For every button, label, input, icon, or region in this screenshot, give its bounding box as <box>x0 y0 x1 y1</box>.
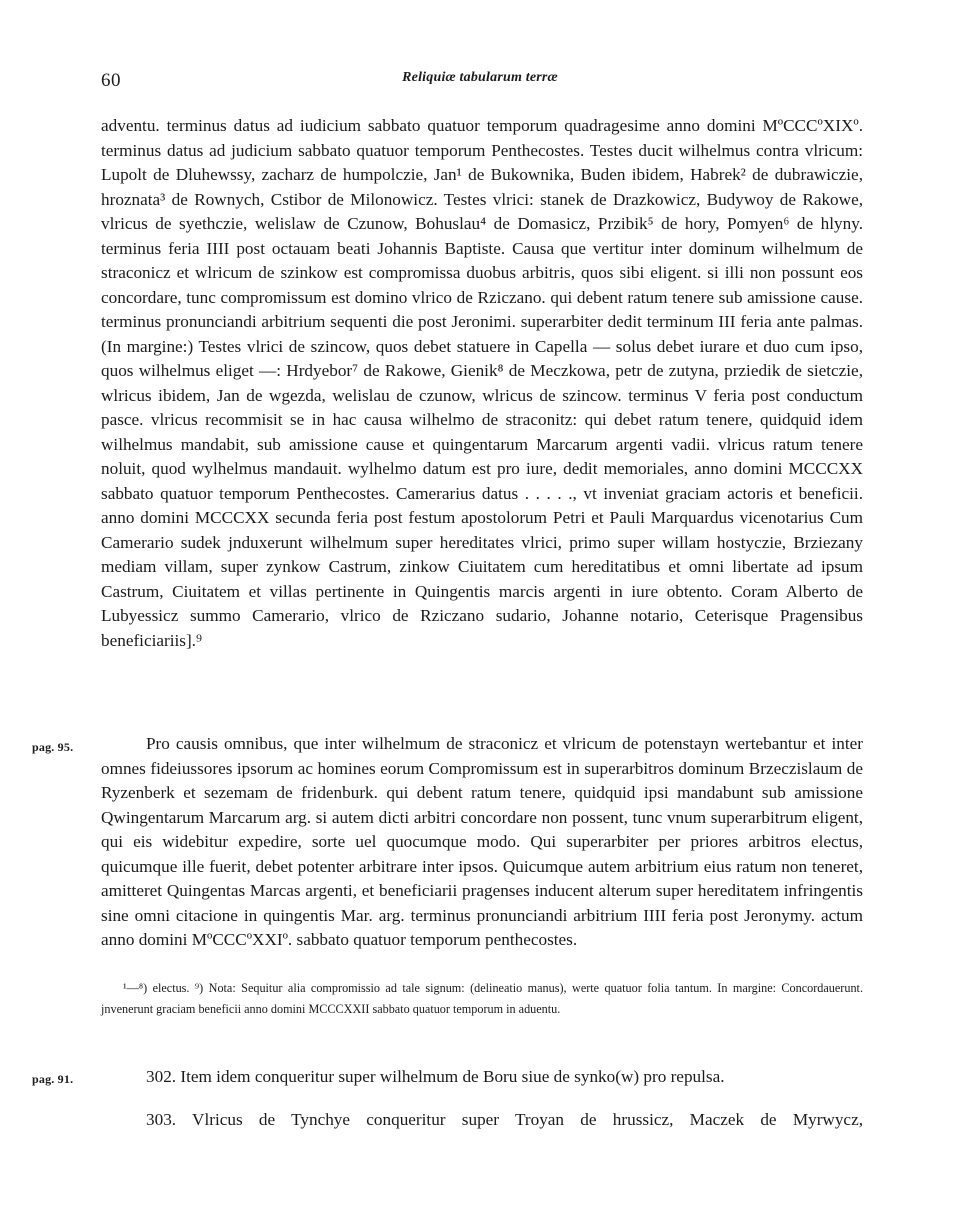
page-number: 60 <box>101 70 121 91</box>
margin-note-page-95: pag. 95. <box>32 740 74 754</box>
paragraph-2: Pro causis omnibus, que inter wilhelmum de straconicz et vlricum de potenstayn wertebantur et inter omnes fideiussores ipsorum ac homines eorum Compromissum est in superarbitros dominum Brzeczislaum de Ryzenberk et sezemam de fridenburk. qui debent ratum tenere, quidquid ipsi mandabunt sub amissione Qwingentarum Marcarum arg. si autem dicti arbitri concordare non possent, tunc vnum superarbitrum eligent, qui eis widebitur expedire, sorte uel quocumque modo. Qui superarbiter per priores arbitros electus, quicumque ille fuerit, debet potenter arbitrare inter ipsos. Quicumque autem arbitrium eius ratum non teneret, amitteret Quingentas Marcas argenti, et beneficiarii pragenses inducent alterum super hereditatem infringentis sine omni citacione in quingentis Mar. arg. terminus pronunciandi arbitrium IIII feria post Jeronymy. actum anno domini MºCCCºXXIº. sabbato quatuor temporum penthecostes. <box>101 734 863 949</box>
entry-302: 302. Item idem conqueritur super wilhelmum de Boru siue de synko(w) pro repulsa. <box>146 1067 725 1086</box>
running-title: Reliquiæ tabularum terræ <box>402 70 558 85</box>
entry-303: 303. Vlricus de Tynchye conqueritur super Troyan de hrussicz, Maczek de Myrwycz, <box>146 1110 863 1129</box>
paragraph-1: adventu. terminus datus ad iudicium sabbato quatuor temporum quadragesime anno domini MºCCCºXIXº. terminus datus ad judicium sabbato quatuor temporum Penthecostes. Testes ducit wilhelmus contra vlricum: Lupolt de Dluhewssy, zacharz de humpolczie, Jan¹ de Bukownika, Buden ibidem, Habrek² de dubrawiczie, hroznata³ de Rownych, Cstibor de Milonowicz. Testes vlrici: stanek de Drazkowicz, Budywoy de Rakowe, vlricus de syethczie, welislaw de Czunow, Bohuslau⁴ de Domasicz, Przibik⁵ de hory, Pomyen⁶ de hlyny. terminus feria IIII post octauam beati Johannis Baptiste. Causa que vertitur inter dominum wilhelmum de straconicz et wlricum de szinkow est compromissa duobus arbitris, quos sibi eligent. si illi non possunt eos concordare, tunc compromissum est domino vlrico de Rziczano. qui debent ratum tenere sub amissione cause. terminus pronunciandi arbitrium sequenti die post Jeronimi. superarbiter dedit terminum III feria ante palmas. (In margine:) Testes vlrici de szincow, quos debet statuere in Capella — solus debet iurare et duo cum ipso, quos wilhelmus eliget —: Hrdyebor⁷ de Rakowe, Gienik⁸ de Meczkowa, petr de zutyna, prziedik de sietczie, wlricus ibidem, Jan de wgezda, welislau de czunow, wlricus de szincow. terminus V feria post conductum pasce. vlricus recommisit se in hac causa wilhelmo de straconitz: qui debet ratum tenere, quidquid idem wilhelmus mandabit, sub amissione cause et quingentarum Marcarum argenti vadii. vlricus ratum tenere noluit, quod wylhelmus mandauit. wylhelmo datum est pro iure, dedit memoriales, anno domini MCCCXX sabbato quatuor temporum Penthecostes. Camerarius datus . . . . ., vt inveniat graciam actoris et beneficii. anno domini MCCCXX secunda feria post festum apostolorum Petri et Pauli Marquardus vicenotarius Cum Camerario sudek jnduxerunt wilhelmum super hereditates vlrici, primo super willam hostyczie, Brziezany mediam villam, super zynkow Castrum, zinkow Ciuitatem cum hereditatibus et omni libertate ad ipsum Castrum, Ciuitatem et villas pertinente in Quingentis marcis argenti in iure obtento. Coram Alberto de Lubyessicz summo Camerario, vlrico de Rziczano sudario, Johanne notario, Ceterisque Pragensibus beneficiariis].⁹ <box>101 116 863 650</box>
footnotes: ¹—⁸) electus. ⁹) Nota: Sequitur alia compromissio ad tale signum: (delineatio manus), werte quatuor folia tantum. In margine: Concordauerunt. jnvenerunt graciam beneficii anno domini MCCCXXII sabbato quatuor temporum in aduentu. <box>101 981 863 1016</box>
margin-note-page-91: pag. 91. <box>32 1072 74 1086</box>
